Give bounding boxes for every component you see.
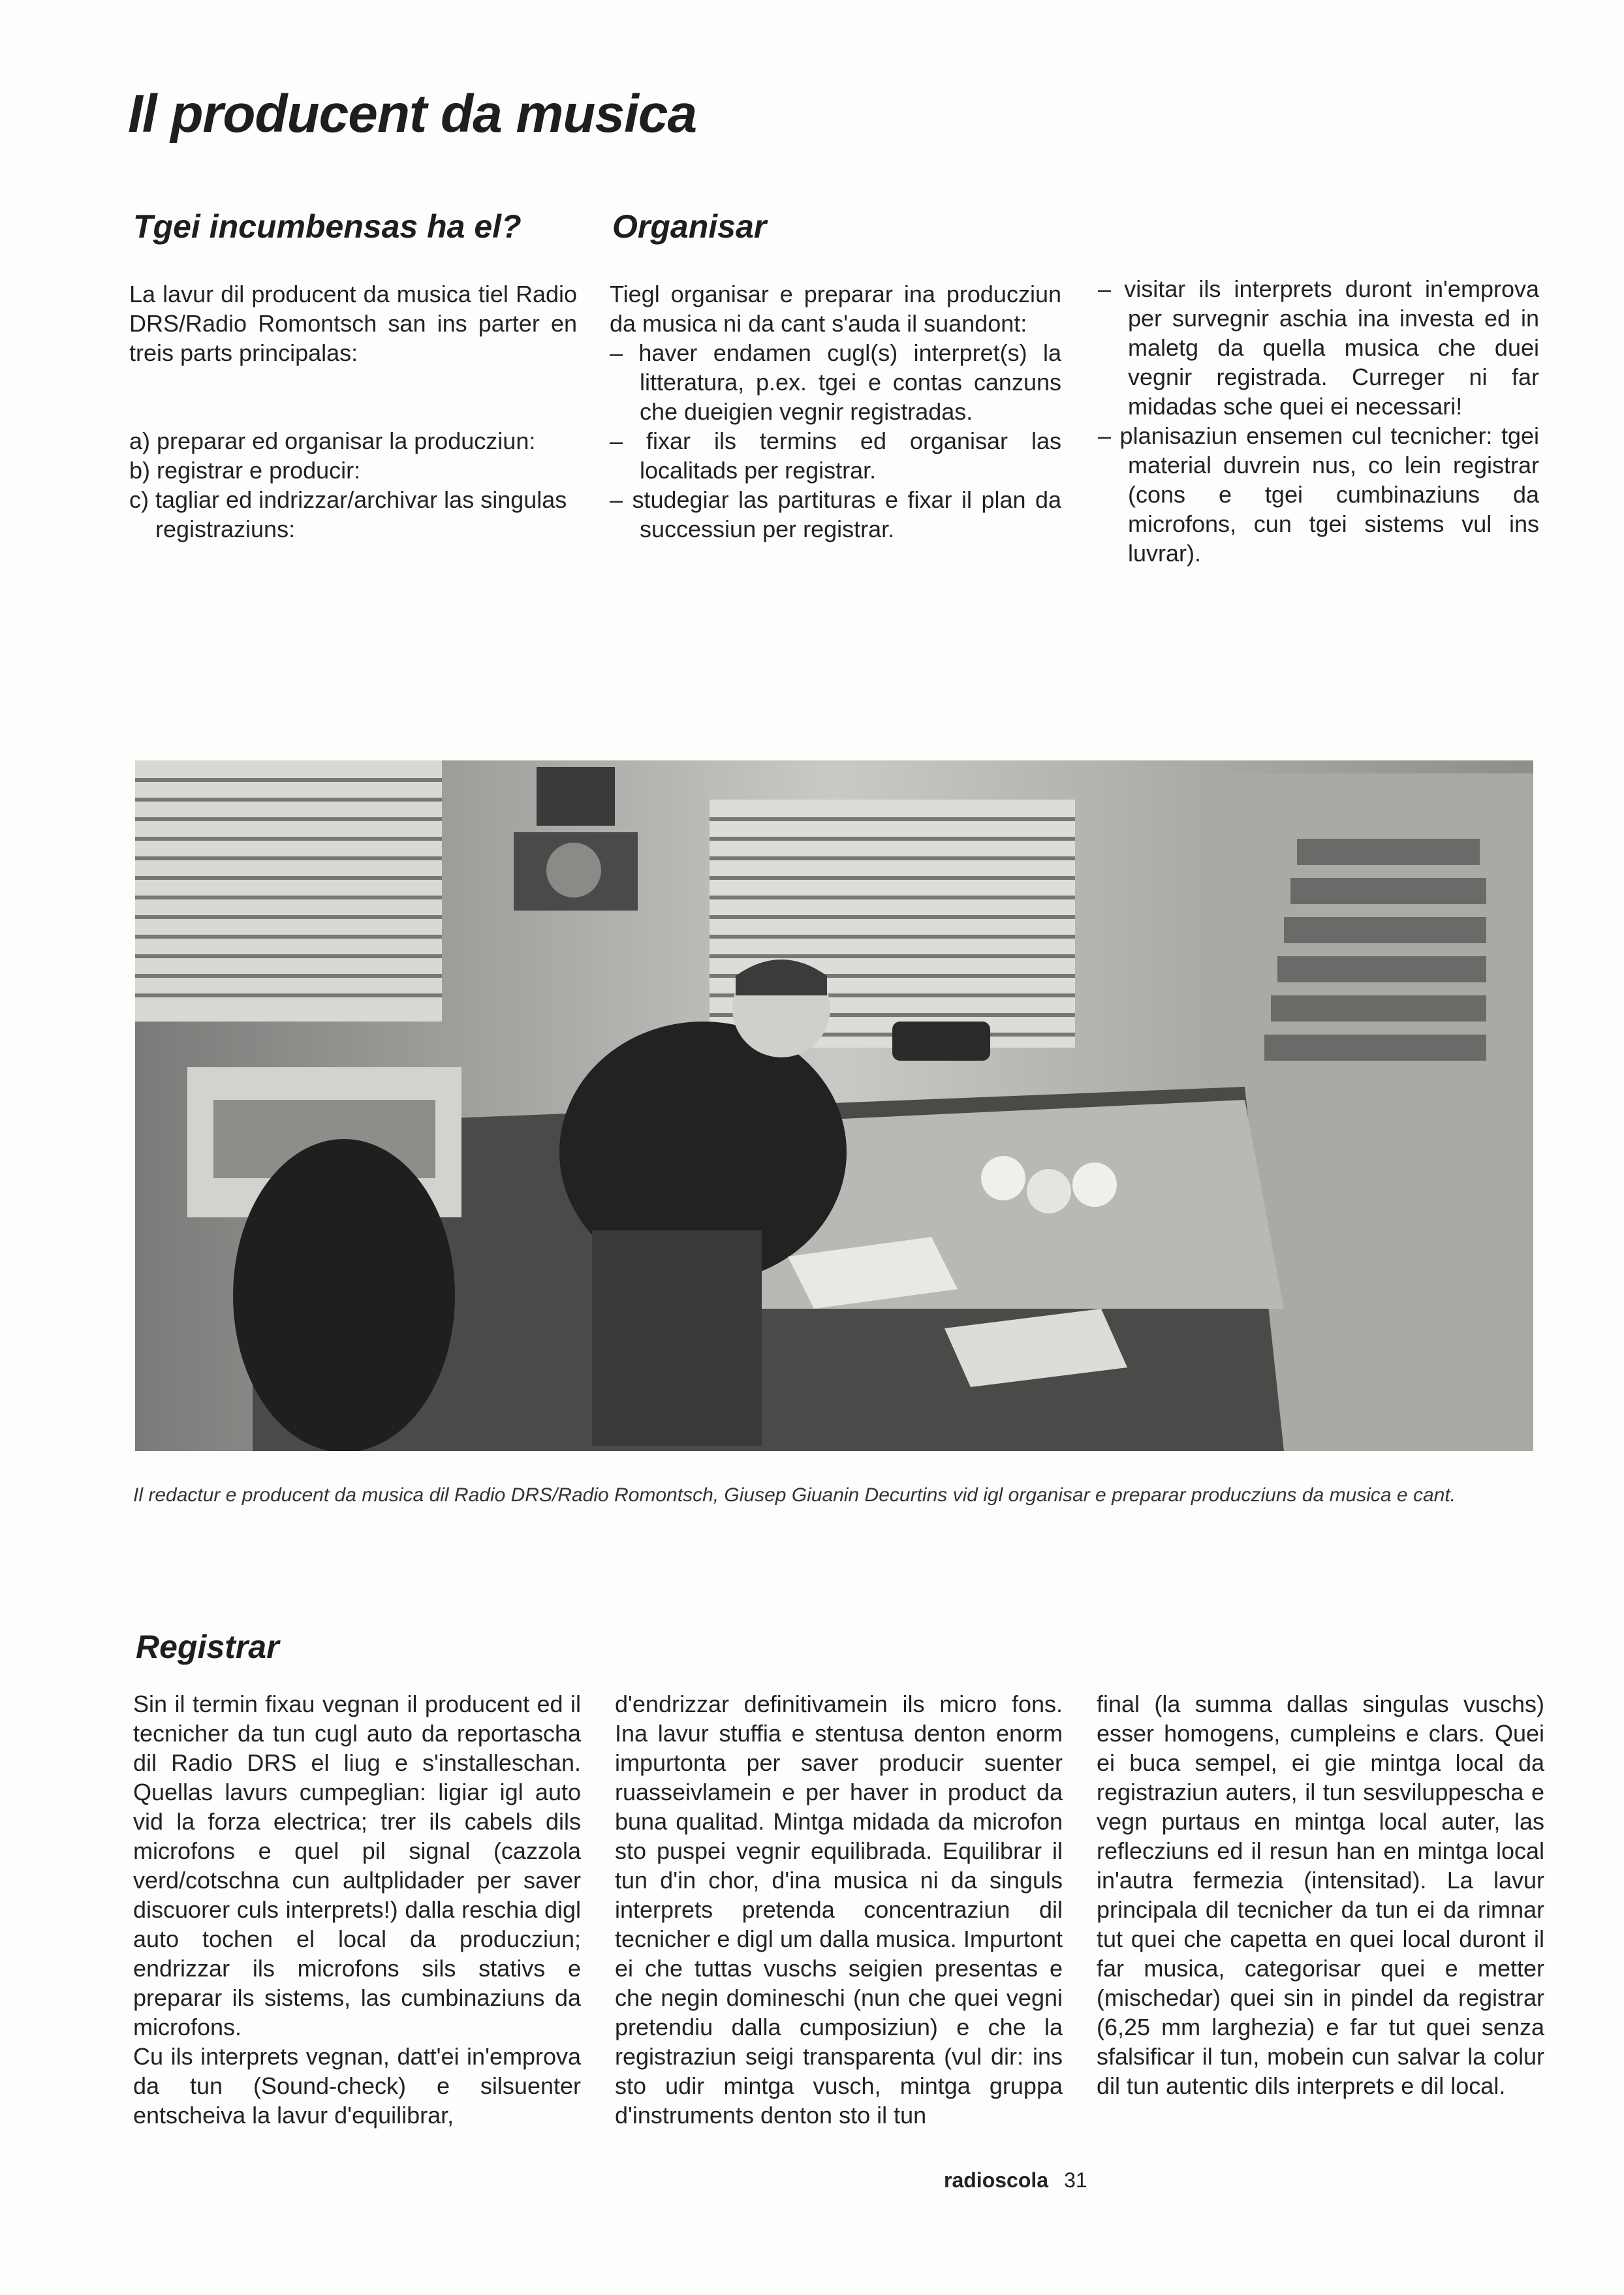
photo-illustration [135,760,1533,1451]
office-photo [135,760,1533,1451]
paragraph: final (la summa dallas singulas vuschs) esser homogens, cumpleins e clars. Quei ei buca sempel, ei gie mintga local da registraziun auters, il tun sesviluppescha e vegn purtaus en mintga local auter, las reflecziuns ed il resun han en mintga local in'autra fermezia (intensitad). La lavur principala dil tecnicher da tun ei da rimnar tut quei che capetta en quei local duront il far musica, categorisar quei e metter (mischedar) quei sin in pindel da registrar (6,25 mm larghezia) e far tut quei senza sfalsificar il tun, mobein cun salvar la colur dil tun autentic dils interprets e dil local. [1097,1691,1544,2099]
section-heading-registrar: Registrar [136,1629,279,1665]
list-item: – studegiar las partituras e fixar il plan da successiun per registrar. [610,486,1061,542]
section-registrar-col2 [615,1689,1063,2130]
section-heading-incumbensas: Tgei incumbensas ha el? [133,208,522,245]
page-number: 31 [1064,2168,1087,2192]
paragraph: Tiegl organisar e preparar ina producziun da musica ni da cant s'auda il suandont: [610,281,1061,337]
photo-caption: Il redactur e producent da musica dil Radio DRS/Radio Romontsch, Giusep Giuanin Decurtins vid igl organisar e preparar producziuns da musica e cant. [133,1484,1456,1506]
page-footer [944,2168,1087,2193]
task-list [129,426,577,544]
list-item: – fixar ils termins ed organisar las localitads per registrar. [610,428,1061,484]
list-item: a) preparar ed organisar la producziun: [129,428,536,454]
list-item: c) tagliar ed indrizzar/archivar las singulas registraziuns: [129,486,567,542]
organisar-list [610,338,1061,544]
section-organisar-col1 [610,279,1061,544]
paragraph: Cu ils interprets vegnan, datt'ei in'emprova da tun (Sound-check) e silsuenter entscheiva la lavur d'equilibrar, [133,2043,581,2129]
list-item: – planisaziun ensemen cul tecnicher: tgei material duvrein nus, co lein registrar (cons e tgei cumbinaziuns da microfons, cun tgei sistems vul ins luvrar). [1098,422,1539,567]
section-heading-organisar: Organisar [612,208,767,245]
section-registrar-col3 [1097,1689,1544,2100]
list-item: – visitar ils interprets duront in'emprova per survegnir aschia ina investa ed in maletg da quella musica che duei vegnir registrada. Curreger ni far midadas sche quei ei necessari! [1098,275,1539,420]
paragraph: Sin il termin fixau vegnan il producent ed il tecnicher da tun cugl auto da reportascha dil Radio DRS el liug e s'installeschan. Quellas lavurs cumpeglian: ligiar igl auto vid la forza electrica; trer ils cabels dils microfons e quel pil signal (cazzola verd/cotschna cun aultplidader per saver discuorer culs interprets!) dalla reschia digl auto tochen el local da producziun; endrizzar ils microfons sils stativs e preparar ils sistems, las cumbinaziuns da microfons. [133,1691,581,2040]
section-registrar-col1 [133,1689,581,2130]
list-item: b) registrar e producir: [129,457,361,484]
publication-name: radioscola [944,2168,1049,2192]
list-item: – haver endamen cugl(s) interpret(s) la litteratura, p.ex. tgei e contas canzuns che dueigien vegnir registradas. [610,339,1061,425]
section-organisar-col2 [1098,274,1539,568]
page-title: Il producent da musica [128,84,697,144]
paragraph: La lavur dil producent da musica tiel Radio DRS/Radio Romontsch san ins parter en treis parts principalas: [129,281,577,366]
paragraph: d'endrizzar definitivamein ils micro fons. Ina lavur stuffia e stentusa denton enorm impurtonta per saver producir suenter ruasseivlamein e per haver in product da buna qualitad. Mintga midada da microfon sto puspei vegnir equilibrada. Equilibrar il tun d'in chor, d'ina musica ni da singuls interprets pretenda concentraziun dil tecnicher e digl um dalla musica. Impurtont ei che tuttas vuschs seigien presentas e che negin domineschi (nun che quei vegni pretendiu dalla cumposiziun) e che la registraziun seigi transparenta (vul dir: ins sto udir mintga vusch, mintga gruppa d'instruments denton sto il tun [615,1691,1063,2129]
section-incumbensas-body [129,279,577,544]
organisar-list-continued [1098,274,1539,568]
